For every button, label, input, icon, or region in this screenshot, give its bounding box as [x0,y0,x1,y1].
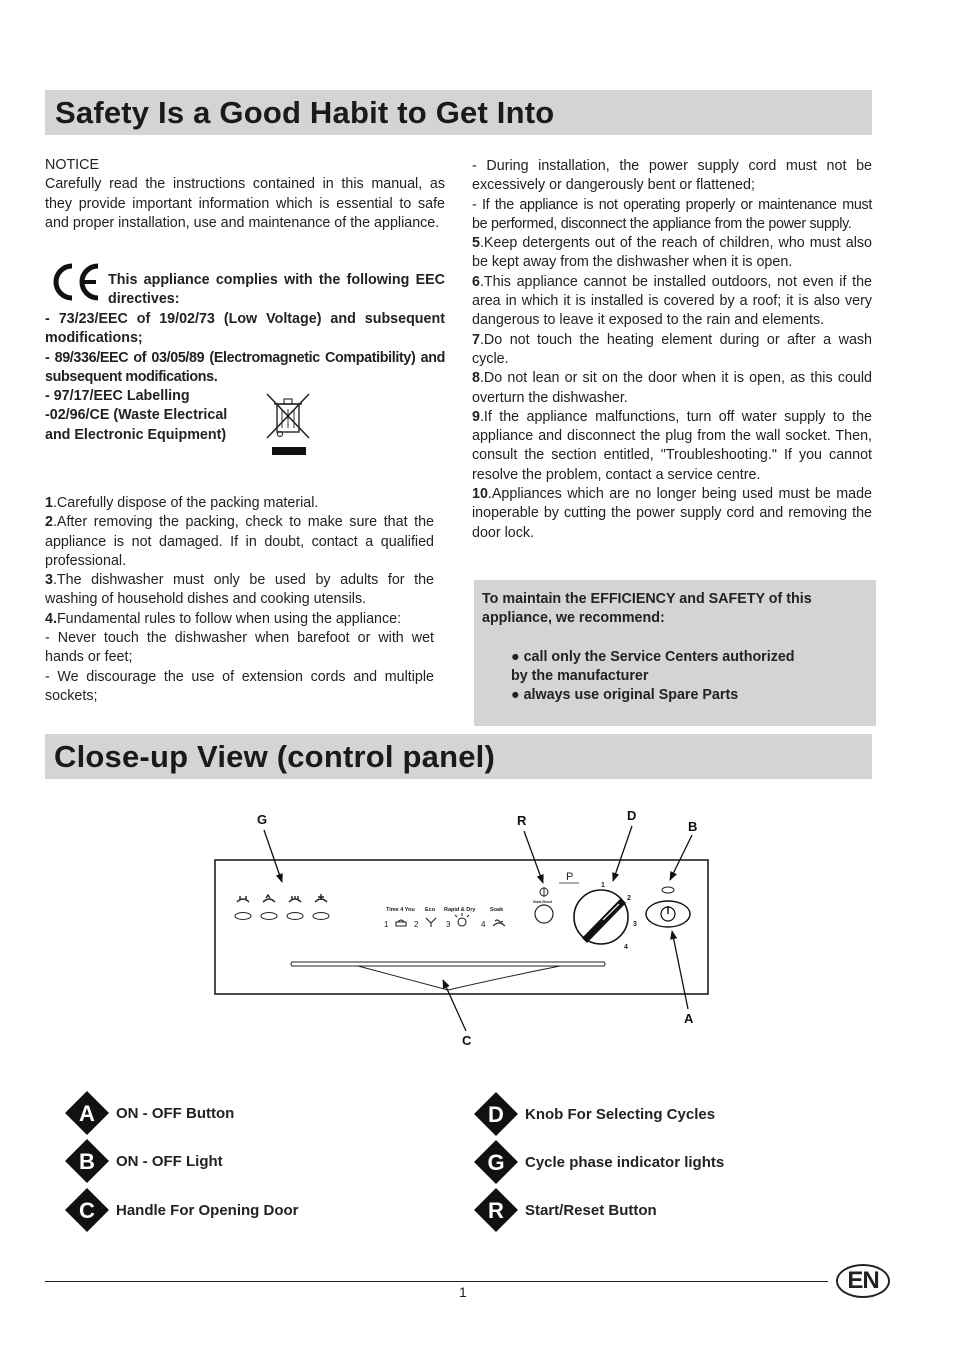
legend-b-diamond-icon [64,1138,110,1184]
start-reset-label: Start-Reset [533,900,553,904]
program-num-3: 3 [446,920,451,929]
legend-d-diamond-icon [473,1091,519,1137]
svg-text:G: G [487,1150,505,1175]
rule-4d: - If the appliance is not operating properly or maintenance must be performed, disconnect the appliance from the power supply. [472,196,872,232]
legend-item-a [64,1090,234,1136]
section-title-safety: Safety Is a Good Habit to Get Into [55,95,555,130]
legend-item-c [64,1187,299,1233]
svg-text:D: D [488,1102,504,1127]
footer-rule [45,1281,828,1282]
eec-directive-1: - 73/23/EEC of 19/02/73 (Low Voltage) and subsequent modifications; [45,311,445,347]
rule-4c: - During installation, the power supply cord must not be excessively or dangerously bent or flattened; [472,158,872,194]
svg-text:C: C [79,1198,95,1223]
knob-num-1: 1 [601,882,605,889]
eec-directive-3: - 97/17/EEC Labelling [45,388,190,404]
rule-4b: - We discourage the use of extension cords and multiple sockets; [45,668,434,704]
legend-item-b [64,1138,223,1184]
legend-label-d: Knob For Selecting Cycles [525,1105,716,1123]
callout-r: R [517,813,527,828]
program-label-2: Eco [425,907,436,913]
legend-label-b: ON - OFF Light [116,1152,223,1170]
legend-item-d [473,1091,715,1137]
eec-intro: This appliance complies with the following EEC directives: [108,272,445,308]
svg-text:R: R [488,1198,504,1223]
program-num-4: 4 [481,920,486,929]
notice-text: Carefully read the instructions contained in this manual, as they provide important information which is essential to safe and proper installation, use and maintenance of the appliance. [45,176,445,231]
legend-label-c: Handle For Opening Door [116,1201,299,1219]
legend-item-g [473,1139,724,1185]
rule-7: 7.Do not touch the heating element during or after a wash cycle. [472,331,872,367]
rule-4a: - Never touch the dishwasher when barefoot or with wet hands or feet; [45,630,434,666]
rule-9: 9.If the appliance malfunctions, turn off water supply to the appliance and disconnect the plug from the wall socket. Then, consult the section entitled, "Troubleshooting." If you cannot resolve the problem, contact a service centre. [472,408,872,483]
legend-c-diamond-icon [64,1187,110,1233]
recommend-bullet-1b: by the manufacturer [511,668,649,684]
rule-8: 8.Do not lean or sit on the door when it is open, as this could overturn the dishwasher. [472,370,872,406]
language-badge: EN [836,1264,890,1298]
program-num-2: 2 [414,920,419,929]
legend-a-diamond-icon [64,1090,110,1136]
callout-b: B [688,819,698,834]
legend-label-a: ON - OFF Button [116,1104,235,1122]
program-label-4: Soak [490,907,504,913]
rule-10: 10.Appliances which are no longer being used must be made inoperable by cutting the power supply cord and removing the door lock. [472,486,872,541]
callout-a: A [684,1011,694,1026]
recommend-bullet-1: ● call only the Service Centers authorized [511,649,795,665]
rule-6: 6.This appliance cannot be installed outdoors, not even if the area in which it is installed is covered by a roof; it is also very dangerous to leave it exposed to the rain and elements. [472,273,872,329]
knob-num-4: 4 [624,944,628,951]
callout-d: D [627,808,637,823]
program-label-3: Rapid & Dry [444,907,476,913]
recommend-bullet-2: ● always use original Spare Parts [511,687,739,703]
svg-text:A: A [79,1101,95,1126]
eec-directive-2: - 89/336/EEC of 03/05/89 (Electromagnetic Compatibility) and subsequent modifications. [45,349,445,385]
callout-c: C [462,1033,472,1048]
rule-1: 1.Carefully dispose of the packing material. [45,495,319,511]
program-num-1: 1 [384,920,389,929]
recommend-intro: To maintain the EFFICIENCY and SAFETY of this appliance, we recommend: [482,591,812,627]
rule-5: 5.Keep detergents out of the reach of children, who must also be kept away from the dishwasher when it is open. [472,235,872,271]
knob-p-label: P [566,871,574,883]
legend-label-r: Start/Reset Button [525,1201,657,1219]
knob-num-3: 3 [633,921,637,928]
svg-text:B: B [79,1149,95,1174]
notice-title: NOTICE [45,157,100,173]
legend-g-diamond-icon [473,1139,519,1185]
legend-r-diamond-icon [473,1187,519,1233]
knob-num-2: 2 [627,895,631,902]
program-label-1: Time 4 You [386,907,415,913]
rule-4: 4.Fundamental rules to follow when using the appliance: [45,610,402,627]
eec-directive-4: -02/96/CE (Waste Electrical and Electronic Equipment) [45,407,228,443]
legend-label-g: Cycle phase indicator lights [525,1153,725,1171]
page-number: 1 [459,1284,467,1300]
section-title-control-panel: Close-up View (control panel) [54,739,495,774]
rule-3: 3.The dishwasher must only be used by adults for the washing of household dishes and cooking utensils. [45,572,434,608]
legend-item-r [473,1187,657,1233]
rule-2: 2.After removing the packing, check to make sure that the appliance is not damaged. If in doubt, contact a qualified professional. [45,514,434,569]
callout-g: G [257,812,268,827]
